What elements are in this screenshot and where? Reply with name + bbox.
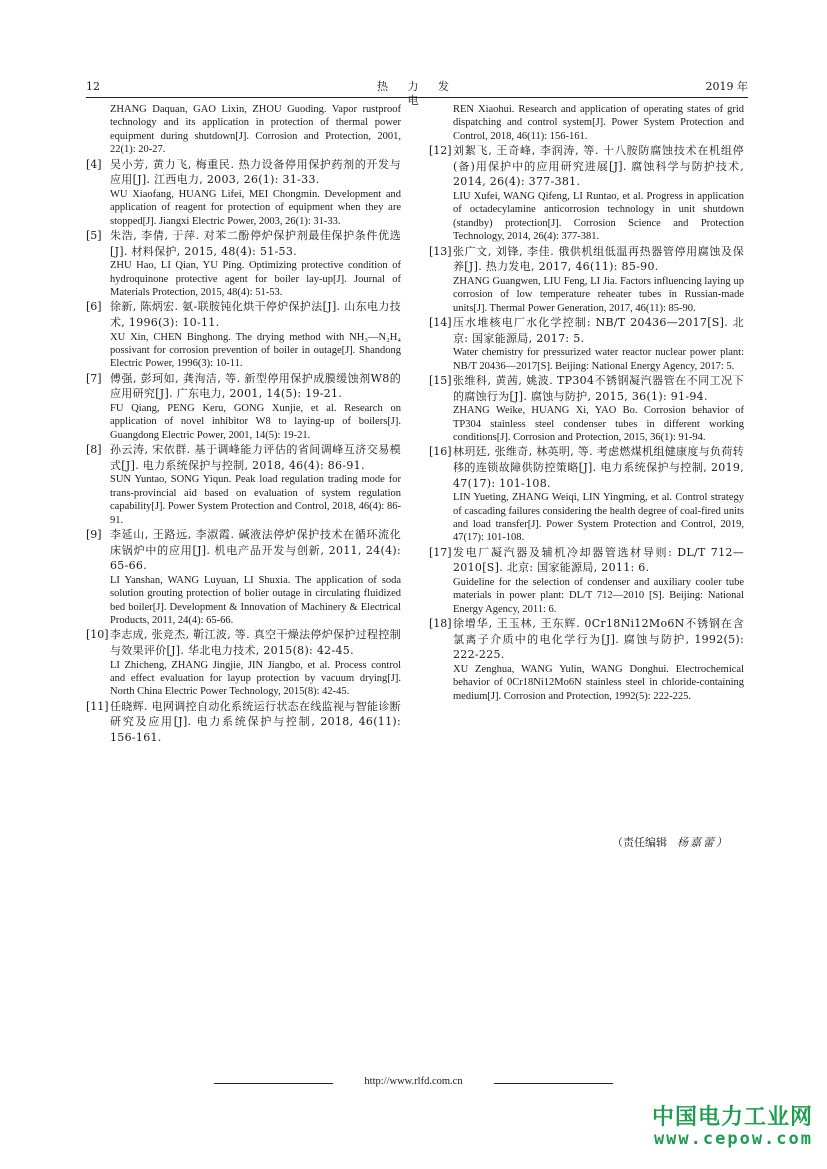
reference-number: [10] — [86, 628, 109, 642]
reference-cn: 李延山, 王路远, 李淑霞. 碱液法停炉保护技术在循环流化床锅炉中的应用[J]. 机电产品开发与创新, 2011, 24(4): 65-66. — [110, 528, 401, 573]
reference-item — [429, 244, 744, 315]
reference-number: [14] — [429, 316, 452, 330]
reference-en: Water chemistry for pressurized water reactor nuclear power plant: NB/T 20436—2017[S]. Beijing: National Energy Agency, 2017: 5. — [453, 347, 744, 372]
reference-en: ZHU Hao, LI Qian, YU Ping. Optimizing protective condition of hydroquinone protective agent for boiler lay-up[J]. Journal of Materials Protection, 2015, 48(4): 51-53. — [110, 260, 401, 299]
editor-name: 杨嘉蕾） — [677, 836, 729, 849]
reference-cn: 张广文, 刘锋, 李佳. 俄供机组低温再热器管停用腐蚀及保养[J]. 热力发电, 2017, 46(11): 85-90. — [453, 244, 744, 274]
watermark-cn: 中国电力工业网 — [651, 1105, 813, 1130]
footer-url[interactable]: http://www.rlfd.com.cn — [364, 1076, 463, 1087]
reference-number: [15] — [429, 374, 452, 388]
reference-item — [86, 699, 401, 746]
reference-number: [6] — [86, 300, 102, 314]
reference-number: [5] — [86, 229, 102, 243]
reference-item — [86, 299, 401, 370]
reference-item — [429, 616, 744, 703]
reference-number: [8] — [86, 443, 102, 457]
reference-cn: 傅强, 彭珂如, 龚洵洁, 等. 新型停用保护成膜缓蚀剂W8的应用研究[J]. 广东电力, 2001, 14(5): 19-21. — [110, 371, 401, 401]
reference-continuation: ZHANG Daquan, GAO Lixin, ZHOU Guoding. Vapor rustproof technology and its application in protection of thermal power equipment during shutdown[J]. Corrosion and Protection, 2001, 22(1): 20-27. — [110, 104, 401, 156]
reference-cn: 李志成, 张竞杰, 靳江波, 等. 真空干燥法停炉保护过程控制与效果评价[J]. 华北电力技术, 2015(8): 42-45. — [110, 628, 401, 658]
reference-en: LIU Xufei, WANG Qifeng, LI Runtao, et al. Progress in application of octadecylamine anticorrosion technology in unit shutdown (standby) protection[J]. Corrosion Science and Protection Technology, 2014, 26(4): 377-381. — [453, 191, 744, 243]
reference-cn: 发电厂凝汽器及辅机冷却器管选材导则: DL/T 712—2010[S]. 北京: 国家能源局, 2011: 6. — [453, 545, 744, 575]
journal-title: 热 力 发 电 — [377, 80, 457, 107]
reference-number: [12] — [429, 144, 452, 158]
reference-item — [86, 627, 401, 698]
reference-en: LIN Yueting, ZHANG Weiqi, LIN Yingming, et al. Control strategy of cascading failures considering the health degree of coal-fired units and load transfer[J]. Power System Protection and Control, 2019, 47(17): 101-108. — [453, 492, 744, 544]
reference-cn: 吴小芳, 黄力飞, 梅重民. 热力设备停用保护药剂的开发与应用[J]. 江西电力, 2003, 26(1): 31-33. — [110, 157, 401, 187]
reference-en: XU Xin, CHEN Binghong. The drying method with NH₃—N₂H₄ possivant for corrosion prevention of boiler in outage[J]. Shandong Electric Power, 1996(3): 10-11. — [110, 331, 401, 370]
reference-continuation: REN Xiaohui. Research and application of operating states of grid dispatching and control system[J]. Power System Protection and Control, 2018, 46(11): 156-161. — [453, 104, 744, 142]
reference-item — [86, 442, 401, 527]
reference-en: XU Zenghua, WANG Yulin, WANG Donghui. Electrochemical behavior of 0Cr18Ni12Mo6N stainless steel in chloride-containing medium[J]. Corrosion and Protection, 1992(5): 222-225. — [453, 664, 744, 702]
reference-column-right — [429, 103, 744, 703]
reference-en: WU Xiaofang, HUANG Lifei, MEI Chongmin. Development and application of reagent for protection of equipment when they are stopped[J]. Jiangxi Electric Power, 2003, 26(1): 31-33. — [110, 188, 401, 227]
reference-en: LI Yanshan, WANG Luyuan, LI Shuxia. The application of soda solution grouting protection of bolier outage in circulating fluidized bed boiler[J]. Development & Innovation of Machinery & Electrical Products, 2011, 24(4): 65-66. — [110, 574, 401, 627]
reference-en: ZHANG Weike, HUANG Xi, YAO Bo. Corrosion behavior of TP304 stainless steel condenser tubes in different working conditions[J]. Corrosion and Protection, 2015, 36(1): 91-94. — [453, 405, 744, 444]
reference-number: [11] — [86, 699, 109, 713]
reference-en: LI Zhicheng, ZHANG Jingjie, JIN Jiangbo, et al. Process control and effect evaluation for layup protection by vacuum drying[J]. North China Electric Power Technology, 2015(8): 42-45. — [110, 659, 401, 698]
reference-en: FU Qiang, PENG Keru, GONG Xunjie, et al. Research on application of novel inhibitor W8 to laying-up of boilers[J]. Guangdong Electric Power, 2001, 14(5): 19-21. — [110, 403, 401, 441]
reference-cn: 徐新, 陈炳宏. 氨-联胺钝化烘干停炉保护法[J]. 山东电力技术, 1996(3): 10-11. — [110, 300, 401, 330]
reference-en: Guideline for the selection of condenser and auxiliary cooler tube materials in power plant: DL/T 712—2010 [S]. Beijing: National Energy Agency, 2011: 6. — [453, 577, 744, 615]
reference-item — [429, 444, 744, 544]
reference-en: ZHANG Guangwen, LIU Feng, LI Jia. Factors influencing laying up corrosion of low temperature reheater tubes in Russian-made units[J]. Thermal Power Generation, 2017, 46(11): 85-90. — [453, 275, 744, 314]
reference-list-right — [429, 143, 744, 703]
reference-item — [86, 228, 401, 299]
reference-cn: 孙云涛, 宋依群. 基于调峰能力评估的省间调峰互济交易模式[J]. 电力系统保护与控制, 2018, 46(4): 86-91. — [110, 443, 401, 472]
reference-cn: 刘絮飞, 王奇峰, 李润涛, 等. 十八胺防腐蚀技术在机组停(备)用保护中的应用研究进展[J]. 腐蚀科学与防护技术, 2014, 26(4): 377-381. — [453, 144, 744, 189]
reference-number: [13] — [429, 244, 452, 258]
reference-cn: 林玥廷, 张维奇, 林英明, 等. 考虑燃煤机组健康度与负荷转移的连锁故障供防控策略[J]. 电力系统保护与控制, 2019, 47(17): 101-108. — [453, 445, 744, 490]
watermark-en: www.cepow.com — [653, 1129, 813, 1149]
reference-item — [429, 373, 744, 444]
reference-item — [86, 527, 401, 627]
reference-cn: 任晓辉. 电网调控自动化系统运行状态在线监视与智能诊断研究及应用[J]. 电力系统保护与控制, 2018, 46(11): 156-161. — [110, 699, 401, 745]
reference-list-left — [86, 157, 401, 746]
footer-rule-right — [494, 1083, 613, 1084]
reference-cn: 张维科, 黄茜, 姚波. TP304不锈钢凝汽器管在不同工况下的腐蚀行为[J]. 腐蚀与防护, 2015, 36(1): 91-94. — [453, 374, 744, 403]
reference-number: [7] — [86, 371, 102, 385]
reference-cn: 徐增华, 王玉林, 王东辉. 0Cr18Ni12Mo6N不锈钢在含氯离子介质中的电化学行为[J]. 腐蚀与防护, 1992(5): 222-225. — [453, 617, 744, 662]
issue-year: 2019 年 — [705, 80, 748, 93]
reference-cn: 朱浩, 李倩, 于萍. 对苯二酚停炉保护剂最佳保护条件优选[J]. 材料保护, 2015, 48(4): 51-53. — [110, 229, 401, 258]
reference-en: SUN Yuntao, SONG Yiqun. Peak load regulation trading mode for trans-provincial aid based on evaluation of system regulation capability[J]. Power System Protection and Control, 2018, 46(4): 86-91. — [110, 474, 401, 526]
reference-column-left — [86, 103, 401, 746]
reference-number: [18] — [429, 617, 452, 631]
reference-item — [86, 157, 401, 228]
reference-number: [16] — [429, 445, 452, 459]
page-number: 12 — [86, 80, 100, 93]
responsible-editor — [612, 835, 729, 850]
reference-number: [17] — [429, 545, 452, 559]
editor-label: （责任编辑 — [612, 836, 667, 849]
reference-item — [429, 545, 744, 616]
header-rule — [86, 97, 748, 98]
reference-item — [429, 315, 744, 373]
footer-rule-left — [214, 1083, 333, 1084]
reference-number: [9] — [86, 528, 102, 542]
page-header — [86, 80, 748, 107]
reference-cn: 压水堆核电厂水化学控制: NB/T 20436—2017[S]. 北京: 国家能源局, 2017: 5. — [453, 316, 744, 345]
reference-item — [86, 371, 401, 442]
reference-number: [4] — [86, 157, 102, 171]
reference-item — [429, 143, 744, 243]
